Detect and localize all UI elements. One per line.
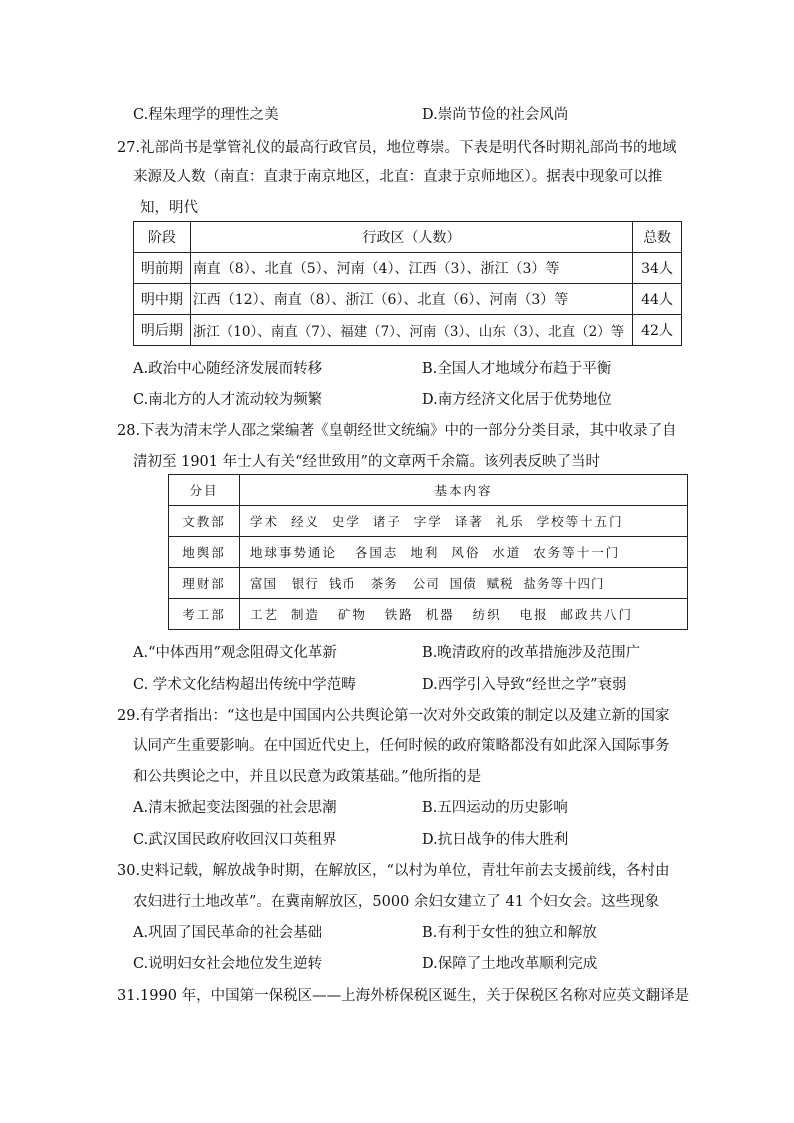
q30-option-a: A.巩固了国民革命的社会基础 — [133, 925, 323, 941]
table-header-row — [134, 222, 682, 253]
table-row — [169, 568, 688, 599]
q29-option-c: C.武汉国民政府收回汉口英租界 — [133, 832, 337, 848]
q27-option-b: B.全国人才地域分布趋于平衡 — [422, 361, 612, 377]
table-row — [169, 537, 688, 568]
table-cell: 地球事势通论 各国志 地利 风俗 水道 农务等十一门 — [240, 537, 688, 568]
table-cell: 江西（12）、南直（8）、浙江（6）、北直（6）、河南（3）等 — [190, 284, 632, 315]
table-cell: 考工部 — [169, 599, 240, 630]
table-row — [169, 506, 688, 537]
q28-option-d: D.西学引入导致“经世之学”衰弱 — [422, 677, 627, 693]
q28-stem-line-2: 清初至 1901 年士人有关“经世致用”的文章两千余篇。该列表反映了当时 — [133, 454, 600, 470]
q30-stem-line-2: 农妇进行土地改革”。在冀南解放区，5000 余妇女建立了 41 个妇女会。这些现象 — [133, 894, 660, 910]
q30-option-b: B.有利于女性的独立和解放 — [422, 925, 597, 941]
q28-option-a: A.“中体西用”观念阻碍文化革新 — [133, 645, 337, 661]
q29-option-d: D.抗日战争的伟大胜利 — [422, 832, 569, 848]
q30-stem-line-1: 30.史料记载，解放战争时期，在解放区，“以村为单位，青壮年前去支援前线，各村由 — [117, 863, 670, 879]
q30-option-c: C.说明妇女社会地位发生逆转 — [133, 956, 323, 972]
table-cell: 地舆部 — [169, 537, 240, 568]
table-cell: 明后期 — [134, 315, 191, 346]
q29-option-b: B.五四运动的历史影响 — [422, 800, 568, 816]
table-row — [134, 253, 682, 284]
table-cell: 明前期 — [134, 253, 191, 284]
table-header-cell: 行政区（人数） — [190, 222, 632, 253]
q29-option-a: A.清末掀起变法图强的社会思潮 — [133, 800, 337, 816]
q28-option-b: B.晚清政府的改革措施涉及范围广 — [422, 645, 641, 661]
table-row — [169, 599, 688, 630]
q29-stem-line-3: 和公共舆论之中，并且以民意为政策基础。”他所指的是 — [133, 769, 482, 785]
table-header-cell: 阶段 — [134, 222, 191, 253]
table-header-row — [169, 475, 688, 506]
table-row — [134, 315, 682, 346]
q27-table — [133, 221, 682, 346]
q28-table — [168, 474, 688, 630]
q26-option-c: C.程朱理学的理性之美 — [133, 107, 279, 123]
table-cell: 理财部 — [169, 568, 240, 599]
table-row — [134, 284, 682, 315]
q27-stem-line-2: 来源及人数（南直：直隶于南京地区，北直：直隶于京师地区）。据表中现象可以推 — [133, 169, 663, 185]
q27-option-c: C.南北方的人才流动较为频繁 — [133, 392, 323, 408]
q27-stem-line-3: 知，明代 — [140, 200, 198, 216]
q27-option-d: D.南方经济文化居于优势地位 — [422, 392, 612, 408]
q27-option-a: A.政治中心随经济发展而转移 — [133, 361, 323, 377]
table-cell: 浙江（10）、南直（7）、福建（7）、河南（3）、山东（3）、北直（2）等 — [190, 315, 632, 346]
table-cell: 明中期 — [134, 284, 191, 315]
q29-stem-line-2: 认同产生重要影响。在中国近代史上，任何时候的政府策略都没有如此深入国际事务 — [133, 738, 670, 754]
q28-stem-line-1: 28.下表为清末学人邵之棠编著《皇朝经世文统编》中的一部分分类目录，其中收录了自 — [117, 423, 677, 439]
table-cell: 工艺 制造 矿物 铁路 机器 纺织 电报 邮政共八门 — [240, 599, 688, 630]
table-cell: 44人 — [633, 284, 682, 315]
q29-stem-line-1: 29.有学者指出：“这也是中国国内公共舆论第一次对外交政策的制定以及建立新的国家 — [117, 708, 670, 724]
table-cell: 学术 经义 史学 诸子 字学 译著 礼乐 学校等十五门 — [240, 506, 688, 537]
q28-option-c: C. 学术文化结构超出传统中学范畴 — [133, 677, 356, 693]
q27-stem-line-1: 27.礼部尚书是掌管礼仪的最高行政官员，地位尊崇。下表是明代各时期礼部尚书的地域 — [117, 140, 677, 156]
q31-stem-line-1: 31.1990 年，中国第一保税区——上海外桥保税区诞生，关于保税区名称对应英文翻译是 — [117, 988, 690, 1004]
table-header-cell: 分目 — [169, 475, 240, 506]
table-cell: 34人 — [633, 253, 682, 284]
table-cell: 富国 银行 钱币 茶务 公司 国债 赋税 盐务等十四门 — [240, 568, 688, 599]
table-cell: 文教部 — [169, 506, 240, 537]
table-cell: 南直（8）、北直（5）、河南（4）、江西（3）、浙江（3）等 — [190, 253, 632, 284]
table-header-cell: 总数 — [633, 222, 682, 253]
table-header-cell: 基本内容 — [240, 475, 688, 506]
q30-option-d: D.保障了土地改革顺利完成 — [422, 956, 598, 972]
table-cell: 42人 — [633, 315, 682, 346]
q26-option-d: D.崇尚节俭的社会风尚 — [422, 107, 569, 123]
